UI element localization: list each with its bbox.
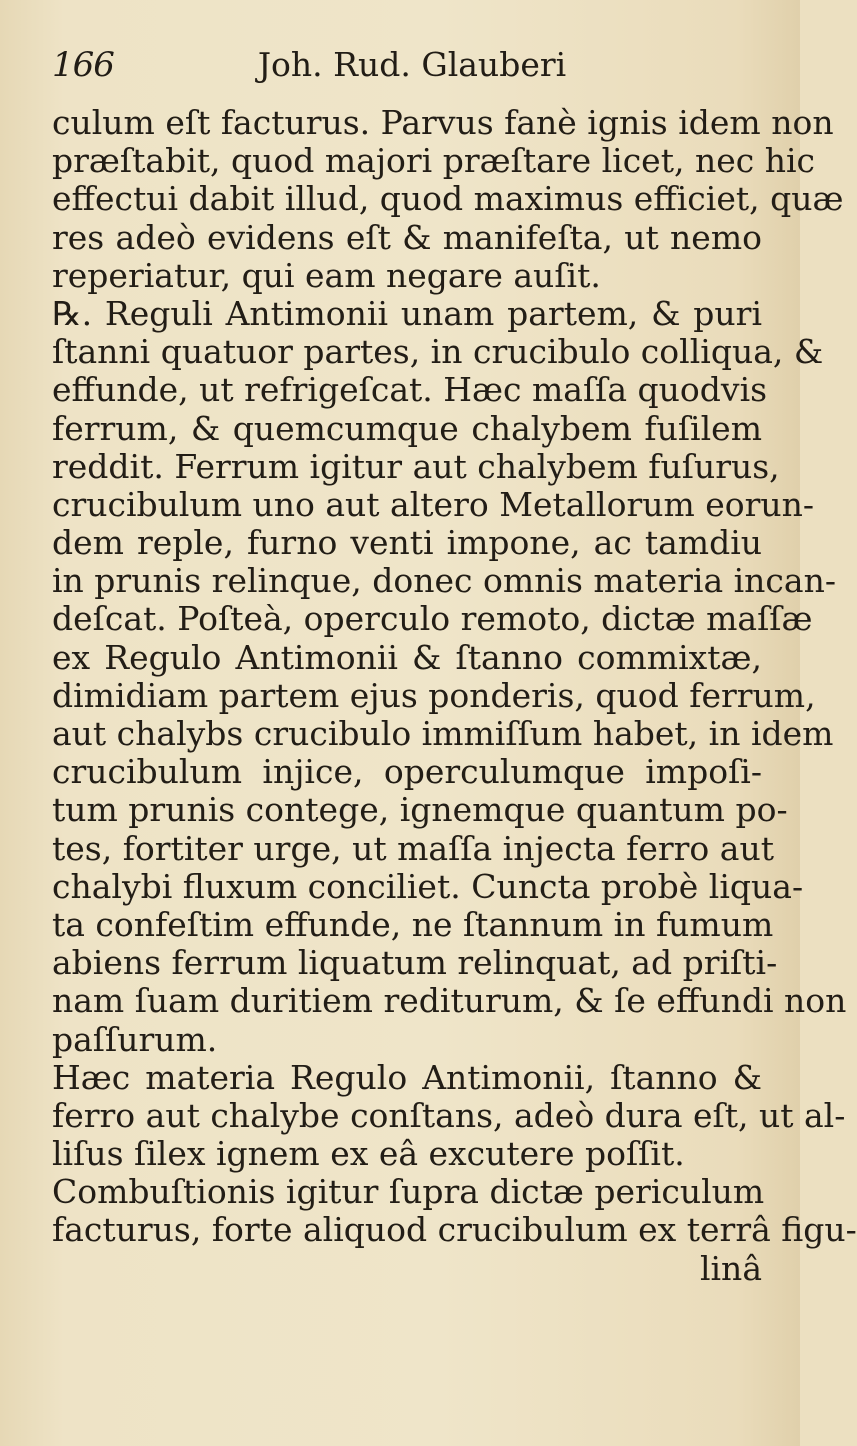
text-line: chalybi fluxum conciliet. Cuncta probè liqua- <box>52 866 804 906</box>
text-line: res adeò evidens eſt & manifeſta, ut nemo <box>52 217 762 257</box>
text-line: reddit. Ferrum igitur aut chalybem fuſurus, <box>52 446 780 486</box>
text-line: ta confeſtim effunde, ne ſtannum in fumum <box>52 904 774 944</box>
text-line: deſcat. Poſteà, operculo remoto, dictæ maſſæ <box>52 599 813 639</box>
text-line: crucibulum injice, operculumque impoſi- <box>52 752 762 792</box>
text-line: ferro aut chalybe conſtans, adeò dura eſt, ut al- <box>52 1095 846 1135</box>
text-line: præſtabit, quod majori præſtare licet, nec hic <box>52 141 815 181</box>
text-line: Hæc materia Regulo Antimonii, ſtanno & <box>52 1057 762 1097</box>
running-head: Joh. Rud. Glauberi <box>257 45 567 84</box>
text-line: in prunis relinque, donec omnis materia incan- <box>52 561 836 601</box>
text-line: dem reple, furno venti impone, ac tamdiu <box>52 523 762 563</box>
text-line: ſtanni quatuor partes, in crucibulo colliqua, & <box>52 332 824 372</box>
body-text <box>52 103 857 1288</box>
text-line: ex Regulo Antimonii & ſtanno commixtæ, <box>52 637 762 677</box>
text-line: Combuſtionis igitur ſupra dictæ periculum <box>52 1172 765 1212</box>
text-line: tes, fortiter urge, ut maſſa injecta ferro aut <box>52 828 774 868</box>
text-line: crucibulum uno aut altero Metallorum eorun- <box>52 484 815 524</box>
text-line: nam ſuam duritiem rediturum, & ſe effundi non <box>52 981 847 1021</box>
text-line: liſus ſilex ignem ex eâ excutere poſſit. <box>52 1134 685 1174</box>
text-line: culum eſt facturus. Parvus fanè ignis idem non <box>52 103 834 142</box>
text-line: dimidiam partem ejus ponderis, quod ferrum, <box>52 675 816 715</box>
page-number: 166 <box>52 45 114 85</box>
text-line: paſſurum. <box>52 1019 218 1059</box>
text-line: ferrum, & quemcumque chalybem fuſilem <box>52 408 762 448</box>
text-line: linâ <box>699 1248 762 1288</box>
text-line: effunde, ut refrigeſcat. Hæc maſſa quodvis <box>52 370 768 410</box>
text-line: abiens ferrum liquatum relinquat, ad priſti- <box>52 943 778 983</box>
text-line: facturus, forte aliquod crucibulum ex terrâ figu- <box>52 1210 857 1250</box>
text-line: effectui dabit illud, quod maximus efficiet, quæ <box>52 179 844 219</box>
text-line: tum prunis contege, ignemque quantum po- <box>52 790 788 830</box>
text-line: reperiatur, qui eam negare auſit. <box>52 255 601 295</box>
page-header <box>52 40 772 90</box>
text-line: aut chalybs crucibulo immiſſum habet, in idem <box>52 714 834 753</box>
text-line: ℞. Reguli Antimonii unam partem, & puri <box>52 293 762 333</box>
